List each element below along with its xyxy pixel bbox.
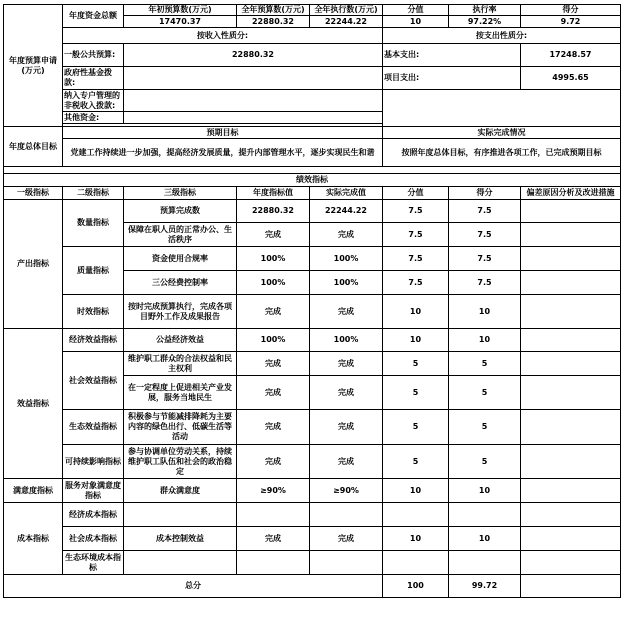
level1-output: 产出指标 <box>4 200 63 329</box>
deviation-cell <box>521 503 621 527</box>
target-cell: 22880.32 <box>237 200 310 223</box>
deviation-cell <box>521 271 621 295</box>
weight-cell: 10 <box>383 329 449 352</box>
header-score: 得分 <box>449 187 521 200</box>
score-cell: 5 <box>449 376 521 410</box>
gov-fund-value <box>124 67 383 90</box>
level3-cell: 积极参与节能减排降耗为主要内容的绿色出行、低碳生活等活动 <box>124 410 237 445</box>
header-level2: 二级指标 <box>63 187 124 200</box>
score-cell: 7.5 <box>449 200 521 223</box>
performance-title: 绩效指标 <box>4 174 621 187</box>
actual-cell: 完成 <box>310 223 383 247</box>
actual-cell: 完成 <box>310 527 383 551</box>
target-cell: 完成 <box>237 376 310 410</box>
other-funds-value <box>124 112 383 124</box>
target-cell: 完成 <box>237 295 310 329</box>
deviation-cell <box>521 295 621 329</box>
deviation-cell <box>521 329 621 352</box>
level2-timeliness: 时效指标 <box>63 295 124 329</box>
weight-cell: 7.5 <box>383 200 449 223</box>
level3-cell: 群众满意度 <box>124 479 237 503</box>
expected-goal-header: 预期目标 <box>63 127 383 139</box>
initial-budget-value: 17470.37 <box>124 16 237 28</box>
table-row <box>4 329 621 352</box>
total-label: 总分 <box>4 575 383 598</box>
level3-cell: 保障在职人员的正常办公、生活秩序 <box>124 223 237 247</box>
target-cell: ≥90% <box>237 479 310 503</box>
level1-benefit: 效益指标 <box>4 329 63 479</box>
level2-econ-cost: 经济成本指标 <box>63 503 124 527</box>
actual-cell: 完成 <box>310 295 383 329</box>
col-full-execution: 全年执行数(万元) <box>310 5 383 16</box>
deviation-cell <box>521 479 621 503</box>
target-cell: 100% <box>237 329 310 352</box>
level3-cell: 资金使用合规率 <box>124 247 237 271</box>
total-deviation <box>521 575 621 598</box>
table-row <box>4 527 621 551</box>
score-cell: 10 <box>449 479 521 503</box>
col-execution-rate: 执行率 <box>449 5 521 16</box>
actual-cell: 完成 <box>310 445 383 479</box>
level3-cell <box>124 551 237 575</box>
col-score-value: 分值 <box>383 5 449 16</box>
special-account-label: 纳入专户管理的非税收入拨款: <box>63 90 124 112</box>
level2-sustainable: 可持续影响指标 <box>63 445 124 479</box>
header-actual: 实际完成值 <box>310 187 383 200</box>
score-cell: 5 <box>449 445 521 479</box>
weight-cell: 10 <box>383 527 449 551</box>
level3-cell <box>124 503 237 527</box>
general-budget-label: 一般公共预算: <box>63 44 124 67</box>
score-cell: 10 <box>449 329 521 352</box>
level3-cell: 三公经费控制率 <box>124 271 237 295</box>
full-budget-value: 22880.32 <box>237 16 310 28</box>
weight-cell: 7.5 <box>383 271 449 295</box>
goals-section-label: 年度总体目标 <box>4 127 63 167</box>
level3-cell: 公益经济效益 <box>124 329 237 352</box>
col-score: 得分 <box>521 5 621 16</box>
by-income-nature: 按收入性质分: <box>63 28 383 44</box>
weight-cell <box>383 503 449 527</box>
expense-blank <box>383 90 621 127</box>
level2-ecological: 生态效益指标 <box>63 410 124 445</box>
header-target: 年度指标值 <box>237 187 310 200</box>
deviation-cell <box>521 352 621 376</box>
level3-cell: 预算完成数 <box>124 200 237 223</box>
table-row <box>4 503 621 527</box>
level3-cell: 维护职工群众的合法权益和民主权利 <box>124 352 237 376</box>
table-row <box>4 479 621 503</box>
table-row <box>4 551 621 575</box>
level2-social-cost: 社会成本指标 <box>63 527 124 551</box>
total-weight: 100 <box>383 575 449 598</box>
by-expense-nature: 按支出性质分: <box>383 28 621 44</box>
actual-cell: 100% <box>310 271 383 295</box>
total-score: 99.72 <box>449 575 521 598</box>
score-cell: 5 <box>449 410 521 445</box>
level3-cell: 在一定程度上促进相关产业发展，服务当地民生 <box>124 376 237 410</box>
deviation-cell <box>521 445 621 479</box>
table-row <box>4 410 621 445</box>
header-deviation: 偏差原因分析及改进措施 <box>521 187 621 200</box>
weight-cell: 5 <box>383 352 449 376</box>
col-initial-budget: 年初预算数(万元) <box>124 5 237 16</box>
deviation-cell <box>521 410 621 445</box>
target-cell <box>237 551 310 575</box>
score-cell: 7.5 <box>449 271 521 295</box>
actual-cell <box>310 503 383 527</box>
score-cell <box>449 503 521 527</box>
total-row <box>4 575 621 598</box>
table-row <box>4 352 621 376</box>
deviation-cell <box>521 551 621 575</box>
table-row <box>4 295 621 329</box>
target-cell: 完成 <box>237 527 310 551</box>
actual-cell: 完成 <box>310 376 383 410</box>
performance-evaluation-table <box>3 4 621 598</box>
basic-expense-value: 17248.57 <box>521 44 621 67</box>
col-full-budget: 全年预算数(万元) <box>237 5 310 16</box>
level2-quantity: 数量指标 <box>63 200 124 247</box>
header-level3: 三级指标 <box>124 187 237 200</box>
target-cell: 完成 <box>237 352 310 376</box>
level2-economic: 经济效益指标 <box>63 329 124 352</box>
weight-cell: 5 <box>383 445 449 479</box>
general-budget-value: 22880.32 <box>124 44 383 67</box>
weight-cell: 10 <box>383 479 449 503</box>
budget-section-label: 年度预算申请(万元) <box>4 5 63 127</box>
table-row <box>4 445 621 479</box>
header-level1: 一级指标 <box>4 187 63 200</box>
level3-cell: 成本控制效益 <box>124 527 237 551</box>
actual-cell: 100% <box>310 329 383 352</box>
header-weight: 分值 <box>383 187 449 200</box>
project-expense-value: 4995.65 <box>521 67 621 90</box>
level3-cell: 参与协调单位劳动关系，持续维护职工队伍和社会的政治稳定 <box>124 445 237 479</box>
deviation-cell <box>521 247 621 271</box>
special-account-value <box>124 90 383 112</box>
level2-service: 服务对象满意度指标 <box>63 479 124 503</box>
actual-cell: 完成 <box>310 352 383 376</box>
score-result: 9.72 <box>521 16 621 28</box>
weight-cell <box>383 551 449 575</box>
deviation-cell <box>521 376 621 410</box>
weight-cell: 7.5 <box>383 247 449 271</box>
target-cell: 100% <box>237 271 310 295</box>
actual-result-header: 实际完成情况 <box>383 127 621 139</box>
score-cell: 7.5 <box>449 247 521 271</box>
project-expense-label: 项目支出: <box>383 67 521 90</box>
actual-cell: 100% <box>310 247 383 271</box>
level2-eco-cost: 生态环境成本指标 <box>63 551 124 575</box>
deviation-cell <box>521 200 621 223</box>
gov-fund-label: 政府性基金拨款: <box>63 67 124 90</box>
score-cell: 5 <box>449 352 521 376</box>
target-cell: 完成 <box>237 223 310 247</box>
target-cell: 完成 <box>237 410 310 445</box>
weight-cell: 5 <box>383 410 449 445</box>
weight-cell: 7.5 <box>383 223 449 247</box>
actual-cell: ≥90% <box>310 479 383 503</box>
execution-rate-value: 97.22% <box>449 16 521 28</box>
actual-cell: 完成 <box>310 410 383 445</box>
level1-cost: 成本指标 <box>4 503 63 575</box>
actual-cell <box>310 551 383 575</box>
weight-cell: 5 <box>383 376 449 410</box>
score-value: 10 <box>383 16 449 28</box>
table-row <box>4 200 621 223</box>
expected-goal-text: 党建工作持续进一步加强，提高经济发展质量，提升内部管理水平，逐步实现民生和谐 <box>63 139 383 167</box>
level1-satisfaction: 满意度指标 <box>4 479 63 503</box>
score-cell: 10 <box>449 295 521 329</box>
deviation-cell <box>521 223 621 247</box>
score-cell: 7.5 <box>449 223 521 247</box>
level2-quality: 质量指标 <box>63 247 124 295</box>
total-funds-label: 年度资金总额 <box>63 5 124 28</box>
table-row <box>4 247 621 271</box>
level2-social: 社会效益指标 <box>63 352 124 410</box>
other-funds-label: 其他资金: <box>63 112 124 124</box>
score-cell <box>449 551 521 575</box>
goals-spacer <box>4 167 621 174</box>
actual-cell: 22244.22 <box>310 200 383 223</box>
basic-expense-label: 基本支出: <box>383 44 521 67</box>
target-cell: 100% <box>237 247 310 271</box>
target-cell: 完成 <box>237 445 310 479</box>
target-cell <box>237 503 310 527</box>
level3-cell: 按时完成预算执行，完成各项目野外工作及成果报告 <box>124 295 237 329</box>
full-execution-value: 22244.22 <box>310 16 383 28</box>
deviation-cell <box>521 527 621 551</box>
actual-result-text: 按照年度总体目标，有序推进各项工作，已完成预期目标 <box>383 139 621 167</box>
weight-cell: 10 <box>383 295 449 329</box>
score-cell: 10 <box>449 527 521 551</box>
